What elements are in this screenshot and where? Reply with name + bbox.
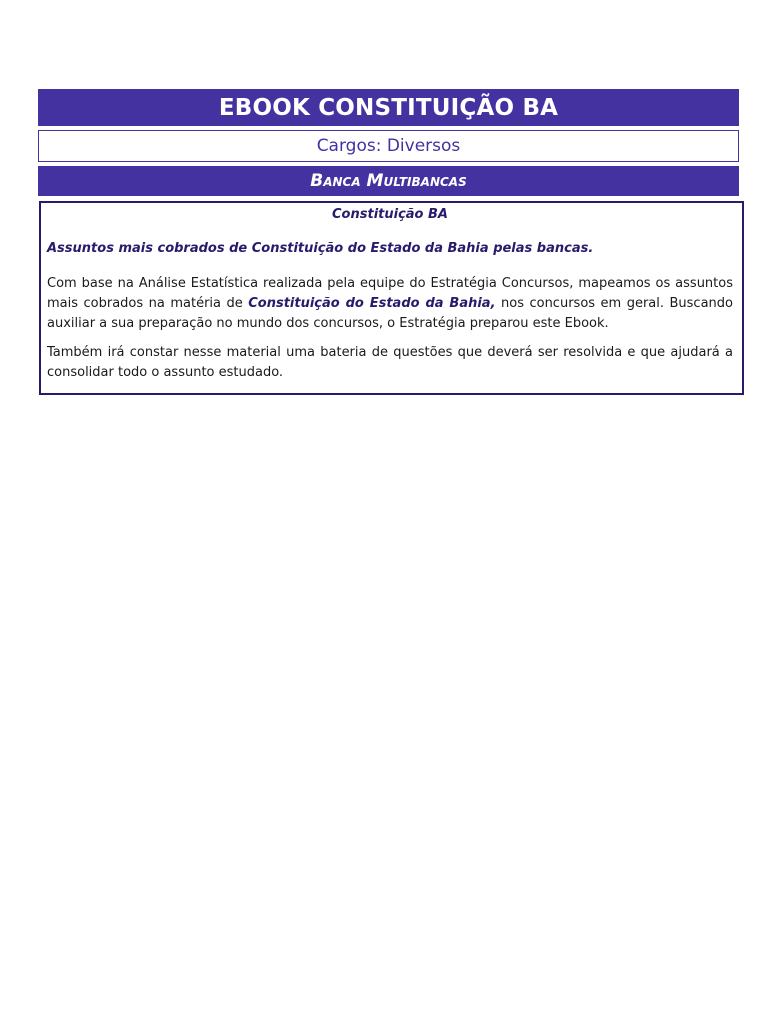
intro-paragraph-end: nos concursos em geral. Buscando auxiliar a sua preparação no mundo dos concursos, o Estratégia preparou este Ebook. [47, 296, 733, 331]
lead-text: Assuntos mais cobrados de Constituição do Estado da Bahia pelas bancas. [47, 241, 594, 256]
cargos-label: Cargos: Diversos [316, 136, 461, 156]
intro-paragraph-start: Com base na Análise Estatística realizada pela equipe do Estratégia Concursos, mapeamos os assuntos mais cobrados na matéria de [47, 276, 733, 311]
cargos-box [38, 130, 739, 162]
banca-bar [38, 166, 739, 196]
ebook-title-bar [38, 89, 739, 126]
banca-label: Banca Multibancas [310, 171, 467, 191]
ebook-title: EBOOK CONSTITUIÇÃO BA [218, 94, 559, 121]
subject-emphasis: Constituição do Estado da Bahia, [248, 296, 496, 311]
section-subtitle: Constituição BA [332, 207, 448, 222]
intro-paragraph [47, 274, 733, 334]
material-paragraph: Também irá constar nesse material uma bateria de questões que deverá ser resolvida e que ajudará a consolidar todo o assunto estudado. [47, 345, 733, 380]
intro-box [39, 201, 744, 395]
intro-content [47, 206, 733, 383]
